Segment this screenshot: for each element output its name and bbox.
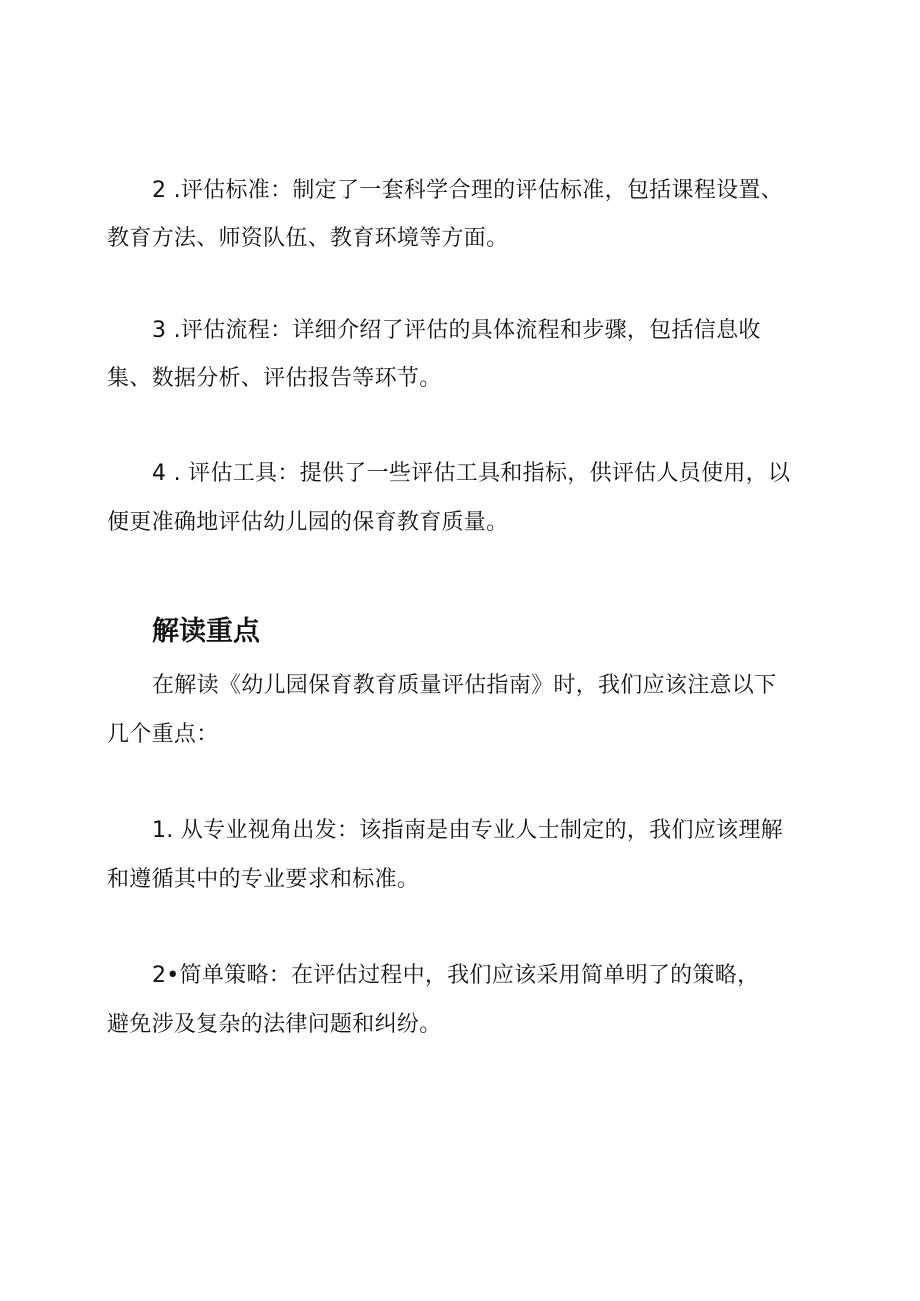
point-1-line-1: 1. 从专业视角出发：该指南是由专业人士制定的，我们应该理解 [152,818,783,843]
item-3-line-2: 集、数据分析、评估报告等环节。 [107,366,442,391]
item-2-line-2: 教育方法、师资队伍、教育环境等方面。 [107,226,509,251]
item-4-line-2: 便更准确地评估幼儿园的保育教育质量。 [107,510,509,535]
point-2-line-2: 避免涉及复杂的法律问题和纠纷。 [107,1012,442,1037]
intro-line-2: 几个重点： [107,722,219,747]
section-heading: 解读重点 [152,616,260,647]
intro-line-1: 在解读《幼儿园保育教育质量评估指南》时，我们应该注意以下 [152,673,777,698]
item-2-line-1: 2 .评估标准：制定了一套科学合理的评估标准，包括课程设置、 [152,178,783,203]
point-1-line-2: 和遵循其中的专业要求和标准。 [107,867,420,892]
point-2-line-1: 2•简单策略：在评估过程中，我们应该采用简单明了的策略， [152,963,760,988]
item-4-line-1: 4 . 评估工具：提供了一些评估工具和指标，供评估人员使用，以 [152,461,791,486]
item-3-line-1: 3 .评估流程：详细介绍了评估的具体流程和步骤，包括信息收 [152,318,761,343]
